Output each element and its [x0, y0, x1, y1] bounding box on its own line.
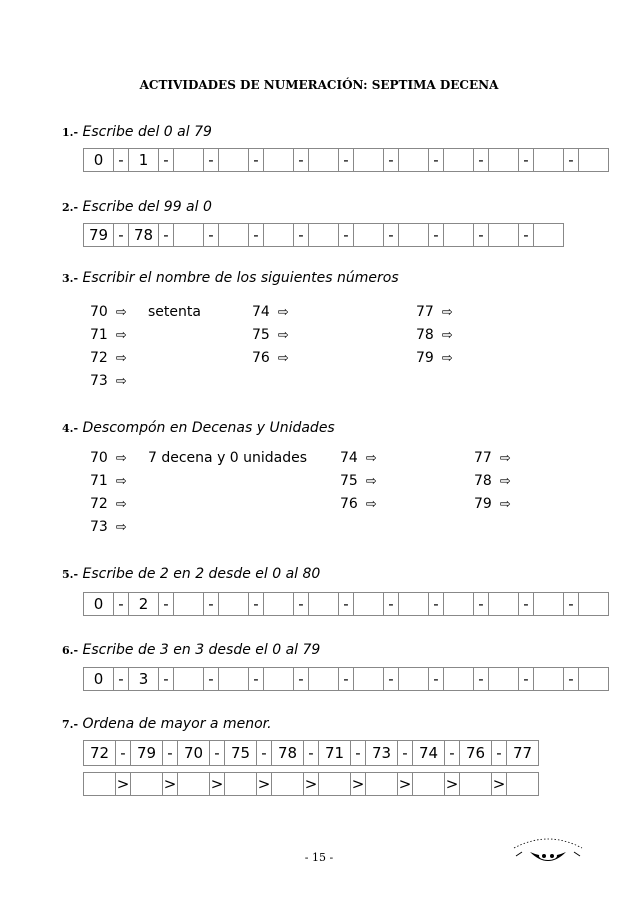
- dash-cell: -: [204, 668, 219, 690]
- greater-than-cell: >: [351, 775, 365, 793]
- dash-cell: -: [384, 224, 399, 246]
- arrow-right-icon: ⇨: [441, 327, 453, 343]
- dash-cell: -: [492, 741, 507, 765]
- dash-cell: -: [204, 149, 219, 171]
- arrow-right-icon: ⇨: [499, 496, 511, 512]
- grid-cell: 0: [84, 149, 114, 171]
- dash-cell: -: [398, 741, 413, 765]
- number-value: 71: [90, 327, 108, 343]
- dash-cell: -: [564, 668, 579, 690]
- grid-cell: 79: [84, 224, 114, 246]
- grid-cell: [219, 224, 249, 246]
- dash-cell: -: [249, 224, 264, 246]
- grid-cell: [354, 224, 384, 246]
- grid-cell: [219, 668, 249, 690]
- dash-cell: -: [159, 149, 174, 171]
- number-value: 78: [474, 473, 492, 489]
- arrow-right-icon: ⇨: [499, 473, 511, 489]
- grid-cell: [264, 593, 294, 615]
- dash-cell: -: [519, 149, 534, 171]
- dash-cell: -: [474, 668, 489, 690]
- dash-cell: -: [204, 593, 219, 615]
- number-value: 79: [474, 496, 492, 512]
- grid-cell: [354, 593, 384, 615]
- question-5-label: [62, 566, 320, 582]
- number-value: 73: [90, 519, 108, 535]
- number-item: [90, 519, 127, 535]
- grid-cell: [174, 149, 204, 171]
- dash-cell: -: [339, 224, 354, 246]
- answer-text: setenta: [148, 304, 201, 320]
- grid-cell: 78: [272, 741, 304, 765]
- number-item: [90, 304, 127, 320]
- grid-cell: [309, 224, 339, 246]
- grid-cell: [174, 668, 204, 690]
- arrow-right-icon: ⇨: [365, 496, 377, 512]
- number-item: [416, 304, 453, 320]
- number-item: [90, 327, 127, 343]
- grid-cell: [579, 668, 609, 690]
- dash-cell: -: [204, 224, 219, 246]
- dash-cell: -: [445, 741, 460, 765]
- grid-cell: [272, 773, 304, 795]
- number-value: 72: [90, 350, 108, 366]
- grid-cell: 79: [131, 741, 163, 765]
- arrow-right-icon: ⇨: [499, 450, 511, 466]
- arrow-right-icon: ⇨: [115, 373, 127, 389]
- arrow-right-icon: ⇨: [115, 519, 127, 535]
- grid-cell: 0: [84, 668, 114, 690]
- grid-cell: [507, 773, 539, 795]
- grid-cell: 2: [129, 593, 159, 615]
- greater-than-cell: >: [304, 775, 318, 793]
- grid-cell: [534, 224, 564, 246]
- dash-cell: -: [294, 224, 309, 246]
- question-number: 2.-: [62, 201, 79, 214]
- grid-cell: [354, 668, 384, 690]
- number-item: [252, 327, 289, 343]
- grid-cell: [225, 773, 257, 795]
- page-title: ACTIVIDADES DE NUMERACIÓN: SEPTIMA DECENA: [139, 78, 499, 92]
- number-value: 71: [90, 473, 108, 489]
- question-number: 7.-: [62, 718, 79, 731]
- dash-cell: -: [294, 668, 309, 690]
- dash-cell: -: [249, 149, 264, 171]
- dash-cell: -: [474, 224, 489, 246]
- dash-cell: -: [249, 593, 264, 615]
- arrow-right-icon: ⇨: [115, 327, 127, 343]
- dash-cell: -: [519, 224, 534, 246]
- grid-cell: 70: [178, 741, 210, 765]
- dash-cell: -: [116, 741, 131, 765]
- grid-cell: [309, 149, 339, 171]
- question-text: Ordena de mayor a menor.: [82, 716, 272, 732]
- greater-than-cell: >: [210, 775, 224, 793]
- grid-cell: 77: [507, 741, 539, 765]
- dash-cell: -: [519, 668, 534, 690]
- number-item: [252, 350, 289, 366]
- grid-cell: [399, 224, 429, 246]
- question-3-label: [62, 270, 399, 286]
- number-value: 76: [252, 350, 270, 366]
- number-item: [90, 350, 127, 366]
- grid-cell: [489, 593, 519, 615]
- dash-cell: -: [249, 668, 264, 690]
- dash-cell: -: [159, 668, 174, 690]
- grid-cell: [319, 773, 351, 795]
- grid-cell: [174, 224, 204, 246]
- question-number: 1.-: [62, 126, 79, 139]
- answer-grid-1: [83, 148, 609, 172]
- dash-cell: -: [114, 668, 129, 690]
- grid-cell: 0: [84, 593, 114, 615]
- number-item: [416, 350, 453, 366]
- dash-cell: -: [351, 741, 366, 765]
- grid-cell: [444, 668, 474, 690]
- number-item: [252, 304, 289, 320]
- arrow-right-icon: ⇨: [441, 304, 453, 320]
- dash-cell: -: [384, 149, 399, 171]
- grid-cell: [399, 593, 429, 615]
- greater-than-cell: >: [445, 775, 459, 793]
- grid-cell: [489, 224, 519, 246]
- grid-cell: [264, 224, 294, 246]
- number-item: [474, 496, 511, 512]
- dash-cell: -: [294, 149, 309, 171]
- number-value: 75: [340, 473, 358, 489]
- dash-cell: -: [114, 149, 129, 171]
- greater-than-cell: >: [398, 775, 412, 793]
- number-item: [340, 496, 377, 512]
- question-text: Escribe del 99 al 0: [82, 199, 212, 215]
- arrow-right-icon: ⇨: [365, 450, 377, 466]
- greater-than-cell: >: [257, 775, 271, 793]
- question-text: Escribir el nombre de los siguientes números: [82, 270, 399, 286]
- grid-cell: 3: [129, 668, 159, 690]
- page-number: - 15 -: [304, 851, 334, 864]
- publisher-logo-icon: [508, 826, 588, 876]
- grid-cell: [219, 593, 249, 615]
- number-value: 77: [474, 450, 492, 466]
- question-number: 4.-: [62, 422, 79, 435]
- dash-cell: -: [114, 593, 129, 615]
- number-item: [474, 450, 511, 466]
- grid-cell: [264, 149, 294, 171]
- arrow-right-icon: ⇨: [115, 473, 127, 489]
- question-text: Descompón en Decenas y Unidades: [82, 420, 335, 436]
- question-2-label: [62, 199, 212, 215]
- grid-cell: [444, 149, 474, 171]
- dash-cell: -: [429, 668, 444, 690]
- grid-cell: [413, 773, 445, 795]
- arrow-right-icon: ⇨: [115, 304, 127, 320]
- grid-cell: [366, 773, 398, 795]
- order-signs-grid: [83, 772, 539, 796]
- dash-cell: -: [339, 668, 354, 690]
- grid-cell: 74: [413, 741, 445, 765]
- arrow-right-icon: ⇨: [115, 496, 127, 512]
- number-item: [90, 473, 127, 489]
- grid-cell: [579, 593, 609, 615]
- number-item: [340, 473, 377, 489]
- number-item: [90, 496, 127, 512]
- grid-cell: [178, 773, 210, 795]
- dash-cell: -: [429, 149, 444, 171]
- number-item: [416, 327, 453, 343]
- arrow-right-icon: ⇨: [115, 350, 127, 366]
- question-7-label: [62, 716, 272, 732]
- grid-cell: 78: [129, 224, 159, 246]
- question-text: Escribe de 2 en 2 desde el 0 al 80: [82, 566, 321, 582]
- dash-cell: -: [474, 149, 489, 171]
- grid-cell: [219, 149, 249, 171]
- dash-cell: -: [257, 741, 272, 765]
- answer-grid-2: [83, 223, 564, 247]
- arrow-right-icon: ⇨: [277, 327, 289, 343]
- grid-cell: [579, 149, 609, 171]
- dash-cell: -: [159, 593, 174, 615]
- answer-grid-5: [83, 592, 609, 616]
- grid-cell: [534, 593, 564, 615]
- grid-cell: 71: [319, 741, 351, 765]
- arrow-right-icon: ⇨: [277, 350, 289, 366]
- number-value: 76: [340, 496, 358, 512]
- dash-cell: -: [474, 593, 489, 615]
- grid-cell: [309, 668, 339, 690]
- dash-cell: -: [163, 741, 178, 765]
- number-value: 74: [340, 450, 358, 466]
- grid-cell: [264, 668, 294, 690]
- greater-than-cell: >: [116, 775, 130, 793]
- grid-cell: [489, 149, 519, 171]
- question-number: 3.-: [62, 272, 79, 285]
- grid-cell: [174, 593, 204, 615]
- dash-cell: -: [519, 593, 534, 615]
- dash-cell: -: [210, 741, 225, 765]
- arrow-right-icon: ⇨: [115, 450, 127, 466]
- question-number: 6.-: [62, 644, 79, 657]
- grid-cell: 75: [225, 741, 257, 765]
- number-value: 79: [416, 350, 434, 366]
- number-value: 78: [416, 327, 434, 343]
- question-1-label: [62, 124, 212, 140]
- order-numbers-grid: [83, 740, 539, 766]
- dash-cell: -: [564, 593, 579, 615]
- grid-cell: [354, 149, 384, 171]
- number-value: 77: [416, 304, 434, 320]
- number-item: [340, 450, 377, 466]
- grid-cell: [460, 773, 492, 795]
- dash-cell: -: [339, 593, 354, 615]
- grid-cell: [444, 593, 474, 615]
- grid-cell: 76: [460, 741, 492, 765]
- greater-than-cell: >: [163, 775, 177, 793]
- question-6-label: [62, 642, 320, 658]
- question-number: 5.-: [62, 568, 79, 581]
- number-value: 70: [90, 304, 108, 320]
- arrow-right-icon: ⇨: [441, 350, 453, 366]
- number-item: [474, 473, 511, 489]
- grid-cell: [489, 668, 519, 690]
- grid-cell: [534, 668, 564, 690]
- number-value: 74: [252, 304, 270, 320]
- dash-cell: -: [384, 593, 399, 615]
- question-text: Escribe del 0 al 79: [82, 124, 212, 140]
- dash-cell: -: [339, 149, 354, 171]
- number-item: [90, 450, 127, 466]
- question-4-label: [62, 420, 335, 436]
- answer-text: 7 decena y 0 unidades: [148, 450, 308, 466]
- greater-than-cell: >: [492, 775, 506, 793]
- dash-cell: -: [384, 668, 399, 690]
- arrow-right-icon: ⇨: [277, 304, 289, 320]
- number-value: 73: [90, 373, 108, 389]
- arrow-right-icon: ⇨: [365, 473, 377, 489]
- grid-cell: [309, 593, 339, 615]
- dash-cell: -: [159, 224, 174, 246]
- grid-cell: [399, 668, 429, 690]
- grid-cell: [399, 149, 429, 171]
- number-item: [90, 373, 127, 389]
- number-value: 75: [252, 327, 270, 343]
- dash-cell: -: [304, 741, 319, 765]
- dash-cell: -: [114, 224, 129, 246]
- grid-cell: [534, 149, 564, 171]
- answer-grid-6: [83, 667, 609, 691]
- number-value: 72: [90, 496, 108, 512]
- grid-cell: [131, 773, 163, 795]
- grid-cell: 73: [366, 741, 398, 765]
- dash-cell: -: [294, 593, 309, 615]
- grid-cell: [444, 224, 474, 246]
- dash-cell: -: [429, 224, 444, 246]
- number-value: 70: [90, 450, 108, 466]
- question-text: Escribe de 3 en 3 desde el 0 al 79: [82, 642, 321, 658]
- grid-cell: 72: [84, 741, 116, 765]
- dash-cell: -: [564, 149, 579, 171]
- dash-cell: -: [429, 593, 444, 615]
- grid-cell: [84, 773, 116, 795]
- grid-cell: 1: [129, 149, 159, 171]
